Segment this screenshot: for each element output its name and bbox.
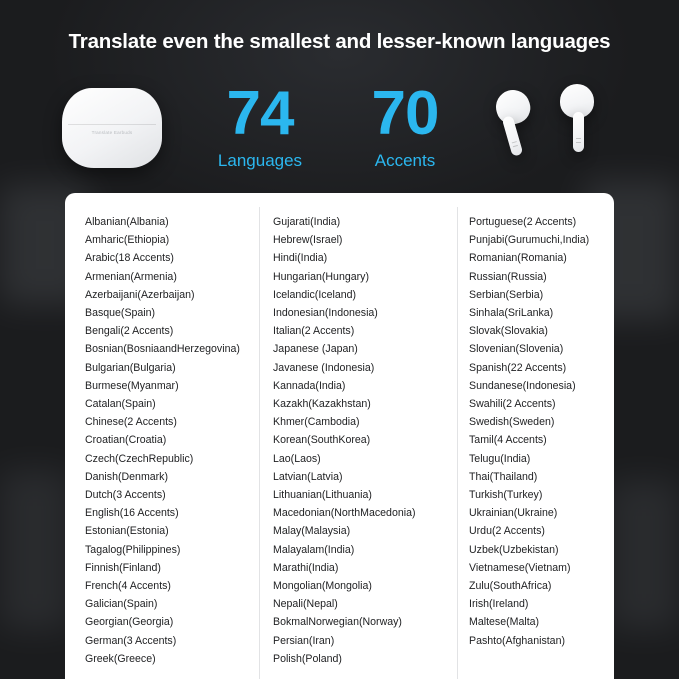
case-seam-line (68, 124, 156, 125)
language-item: Finnish(Finland) (85, 561, 161, 574)
language-item: Georgian(Georgia) (85, 616, 174, 629)
earbud-stem-mark (576, 142, 581, 143)
language-item: Bengali(2 Accents) (85, 325, 174, 338)
language-item: Albanian(Albania) (85, 216, 169, 228)
language-item: Serbian(Serbia) (469, 288, 544, 301)
language-item: Chinese(2 Accents) (85, 416, 177, 429)
language-item: Hungarian(Hungary) (273, 270, 369, 283)
language-item: Slovak(Slovakia) (469, 325, 548, 338)
language-item: Vietnamese(Vietnam) (469, 561, 571, 574)
language-item: Zulu(SouthAfrica) (469, 580, 552, 593)
language-item: Danish(Denmark) (85, 470, 169, 483)
language-item: Bosnian(BosniaandHerzegovina) (85, 343, 240, 356)
language-item: Lao(Laos) (273, 452, 321, 465)
page-title: Translate even the smallest and lesser-known languages (68, 30, 611, 53)
language-item: Korean(SouthKorea) (273, 434, 371, 447)
language-item: Basque(Spain) (85, 307, 156, 320)
language-item: Pashto(Afghanistan) (469, 634, 565, 647)
language-item: Armenian(Armenia) (85, 270, 177, 283)
language-item: Turkish(Turkey) (469, 489, 543, 502)
language-item: Kannada(India) (273, 379, 346, 392)
language-item: Croatian(Croatia) (85, 434, 167, 447)
language-item: Azerbaijani(Azerbaijan) (85, 288, 195, 301)
charging-case-image (62, 88, 162, 168)
language-column-3 (457, 213, 614, 679)
language-item: Estonian(Estonia) (85, 525, 169, 538)
language-item: Khmer(Cambodia) (273, 416, 360, 429)
language-item: Spanish(22 Accents) (469, 361, 567, 374)
language-list-panel (65, 193, 614, 679)
language-item: Indonesian(Indonesia) (273, 307, 378, 320)
language-item: Telugu(India) (469, 452, 531, 465)
accents-caption: Accents (374, 151, 436, 170)
language-item: Javanese (Indonesia) (273, 361, 375, 374)
hero-section (0, 72, 679, 182)
language-item: Portuguese(2 Accents) (469, 216, 577, 228)
language-item: Russian(Russia) (469, 270, 547, 283)
background-blur-shape (0, 470, 70, 630)
language-item: Swedish(Sweden) (469, 416, 555, 429)
language-item: English(16 Accents) (85, 507, 179, 520)
case-brand-label: Translate Earbuds (91, 130, 133, 135)
language-item: Lithuanian(Lithuania) (273, 489, 372, 502)
language-column-1 (65, 213, 259, 679)
language-item: BokmalNorwegian(Norway) (273, 616, 402, 629)
language-item: Arabic(18 Accents) (85, 252, 174, 265)
language-item: Thai(Thailand) (469, 470, 538, 483)
language-item: Galician(Spain) (85, 598, 158, 611)
language-item: Urdu(2 Accents) (469, 525, 545, 538)
language-item: Swahili(2 Accents) (469, 398, 556, 411)
language-item: Kazakh(Kazakhstan) (273, 398, 371, 411)
language-columns (65, 193, 614, 679)
language-item: Mongolian(Mongolia) (273, 580, 372, 593)
accents-count: 70 (371, 79, 439, 148)
language-item: Icelandic(Iceland) (273, 288, 357, 301)
language-item: Persian(Iran) (273, 634, 335, 647)
earbud-stem-mark (513, 145, 518, 147)
language-item: Slovenian(Slovenia) (469, 343, 564, 356)
language-item: Greek(Greece) (85, 652, 156, 665)
language-item: Tagalog(Philippines) (85, 543, 181, 556)
stat-accents (340, 79, 470, 172)
languages-caption: Languages (217, 151, 303, 170)
language-item: Dutch(3 Accents) (85, 489, 166, 502)
language-item: Italian(2 Accents) (273, 325, 355, 338)
language-item: Irish(Ireland) (469, 598, 529, 611)
language-item: Sinhala(SriLanka) (469, 307, 554, 320)
earbud-stem-mark (512, 141, 517, 143)
language-item: Burmese(Myanmar) (85, 379, 179, 392)
language-item: Japanese (Japan) (273, 343, 358, 356)
languages-count: 74 (226, 79, 294, 148)
language-item: Sundanese(Indonesia) (469, 379, 576, 392)
language-item: Catalan(Spain) (85, 398, 156, 411)
language-item: Malayalam(India) (273, 543, 355, 556)
language-item: Ukrainian(Ukraine) (469, 507, 558, 520)
language-item: Maltese(Malta) (469, 616, 540, 629)
language-item: Polish(Poland) (273, 652, 342, 665)
language-item: Amharic(Ethiopia) (85, 234, 170, 247)
earbud-right-stem (573, 112, 584, 152)
language-item: Czech(CzechRepublic) (85, 452, 194, 465)
language-item: Macedonian(NorthMacedonia) (273, 507, 416, 520)
language-item: Tamil(4 Accents) (469, 434, 547, 447)
background-blur-shape (609, 480, 679, 630)
language-column-2 (259, 213, 457, 679)
language-item: Romanian(Romania) (469, 252, 567, 265)
language-item: Uzbek(Uzbekistan) (469, 543, 559, 556)
earbud-stem-mark (576, 138, 581, 139)
language-item: Marathi(India) (273, 561, 339, 574)
language-item: Gujarati(India) (273, 216, 341, 228)
language-item: Hindi(India) (273, 252, 328, 265)
language-item: Latvian(Latvia) (273, 470, 343, 483)
language-item: Bulgarian(Bulgaria) (85, 361, 176, 374)
stat-languages (190, 79, 330, 172)
language-item: French(4 Accents) (85, 580, 171, 593)
language-item: German(3 Accents) (85, 634, 177, 647)
language-item: Hebrew(Israel) (273, 234, 343, 247)
language-item: Malay(Malaysia) (273, 525, 351, 538)
language-item: Punjabi(Gurumuchi,India) (469, 234, 590, 247)
language-item: Nepali(Nepal) (273, 598, 338, 611)
